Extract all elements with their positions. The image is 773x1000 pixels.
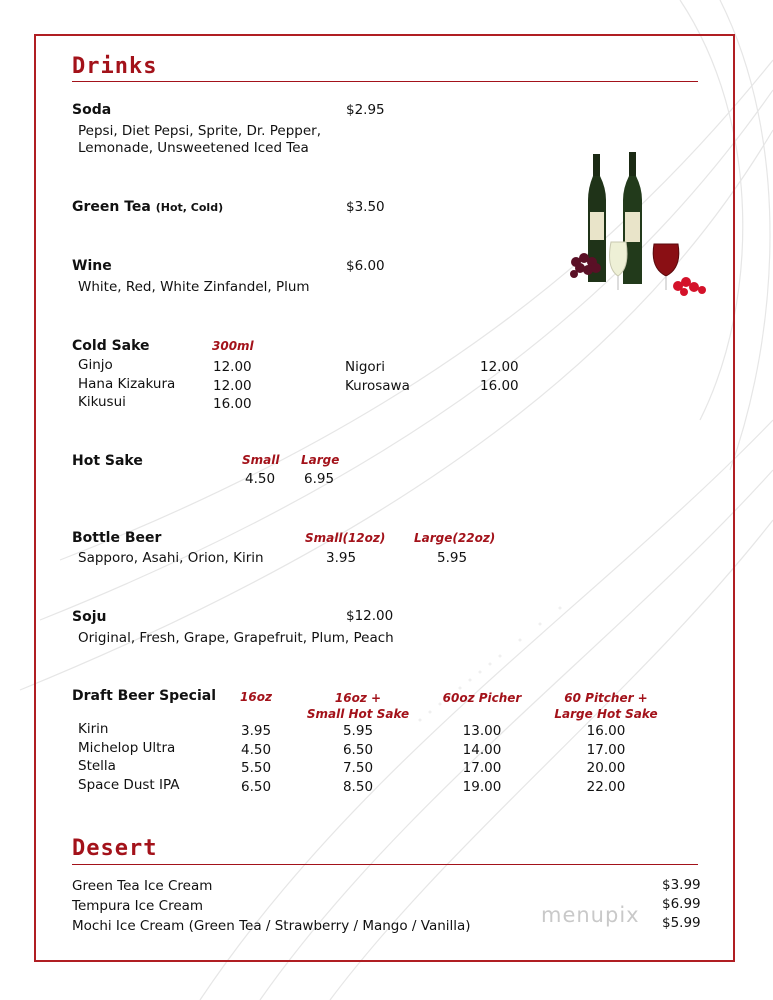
table-cell: 14.00: [462, 741, 502, 758]
section-title-drinks: Drinks: [72, 54, 158, 79]
hot-sake-title: Hot Sake: [72, 453, 143, 469]
watermark-logo: menupix: [541, 903, 640, 927]
table-row-name: Space Dust IPA: [78, 776, 180, 793]
draft-beer-col3: [442, 722, 522, 796]
list-item: Tempura Ice Cream: [72, 898, 204, 914]
soda-desc-line1: Pepsi, Diet Pepsi, Sprite, Dr. Pepper,: [78, 123, 321, 139]
hot-sake-small-header: Small: [242, 453, 280, 467]
list-item: Kikusui: [78, 394, 126, 410]
draft-header-60oz-sake: [546, 690, 666, 722]
soju-desc: Original, Fresh, Grape, Grapefruit, Plum, Peach: [78, 630, 394, 646]
list-price: 12.00: [213, 359, 252, 375]
table-cell: 6.50: [241, 778, 272, 795]
table-cell: 8.50: [342, 778, 374, 795]
green-tea-note: (Hot, Cold): [155, 201, 224, 214]
desert-prices: [662, 876, 701, 933]
soda-price: $2.95: [346, 102, 385, 118]
hot-sake-small-price: 4.50: [245, 471, 276, 487]
draft-header-16oz-sake: [298, 690, 418, 722]
draft-header-16oz-sake-line1: 16oz +: [334, 691, 382, 705]
draft-header-60oz: 60oz Picher: [442, 691, 522, 705]
soju-title: Soju: [72, 609, 107, 625]
soda-title: Soda: [72, 102, 112, 118]
table-cell: 17.00: [462, 760, 502, 776]
draft-beer-col1: [241, 722, 271, 796]
bottle-beer-title: Bottle Beer: [72, 530, 162, 546]
list-price: $3.99: [662, 877, 701, 893]
draft-beer-names: [78, 720, 180, 794]
cold-sake-left-names: [78, 356, 175, 412]
list-item: Mochi Ice Cream (Green Tea / Strawberry / Mango / Vanilla): [72, 918, 471, 934]
table-cell: 5.50: [241, 760, 272, 776]
list-price: 12.00: [480, 359, 519, 375]
list-item: Green Tea Ice Cream: [72, 878, 213, 894]
list-item: Nigori: [345, 359, 385, 375]
table-cell: 16.00: [586, 723, 626, 739]
drinks-divider: [72, 81, 698, 82]
draft-beer-col4: [566, 722, 646, 796]
table-cell: 13.00: [462, 723, 502, 739]
hot-sake-large-price: 6.95: [304, 471, 335, 487]
wine-desc: White, Red, White Zinfandel, Plum: [78, 279, 310, 295]
cold-sake-left-prices: [213, 358, 252, 414]
table-row-name: Stella: [78, 758, 116, 774]
cold-sake-size-header: 300ml: [212, 339, 254, 353]
wine-title: Wine: [72, 258, 112, 274]
list-price: 12.00: [213, 377, 252, 394]
table-cell: 7.50: [342, 760, 374, 776]
draft-beer-title: Draft Beer Special: [72, 688, 217, 704]
cold-sake-right-names: [345, 358, 410, 395]
list-price: $5.99: [662, 915, 701, 931]
bottle-beer-small-price: 3.95: [326, 550, 357, 566]
soda-desc-line2: Lemonade, Unsweetened Iced Tea: [78, 140, 309, 156]
cold-sake-title: Cold Sake: [72, 338, 150, 354]
table-cell: 19.00: [462, 778, 502, 795]
green-tea-name: Green Tea: [72, 199, 151, 215]
wine-price: $6.00: [346, 258, 385, 274]
bottle-beer-desc: Sapporo, Asahi, Orion, Kirin: [78, 550, 264, 566]
table-cell: 17.00: [586, 741, 626, 758]
draft-beer-col2: [318, 722, 398, 796]
table-cell: 3.95: [241, 723, 272, 739]
table-row-name: Michelop Ultra: [78, 739, 176, 756]
table-cell: 4.50: [241, 741, 272, 758]
table-row-name: Kirin: [78, 721, 109, 737]
list-price: $6.99: [662, 896, 701, 912]
soju-price: $12.00: [346, 608, 394, 624]
list-item: Kurosawa: [345, 377, 410, 394]
list-item: Hana Kizakura: [78, 375, 176, 392]
draft-header-16oz-sake-line2: Small Hot Sake: [306, 707, 410, 721]
bottle-beer-large-price: 5.95: [437, 550, 468, 566]
list-price: 16.00: [480, 377, 519, 394]
list-item: Ginjo: [78, 357, 113, 373]
bottle-beer-small-header: Small(12oz): [305, 531, 386, 545]
desert-divider: [72, 864, 698, 865]
cold-sake-right-prices: [480, 358, 519, 395]
draft-header-60oz-sake-line1: 60 Pitcher +: [564, 691, 648, 705]
hot-sake-large-header: Large: [301, 453, 340, 467]
green-tea-price: $3.50: [346, 199, 385, 215]
table-cell: 20.00: [586, 760, 626, 776]
table-cell: 22.00: [586, 778, 626, 795]
draft-header-60oz-sake-line2: Large Hot Sake: [554, 707, 658, 721]
wine-bottles-icon: [566, 150, 712, 300]
table-cell: 6.50: [342, 741, 374, 758]
table-cell: 5.95: [342, 723, 374, 739]
list-price: 16.00: [213, 396, 252, 412]
desert-names: [72, 876, 471, 936]
section-title-desert: Desert: [72, 836, 158, 861]
draft-header-16oz: 16oz: [240, 690, 272, 704]
green-tea-title: [72, 199, 223, 215]
bottle-beer-large-header: Large(22oz): [414, 531, 496, 545]
